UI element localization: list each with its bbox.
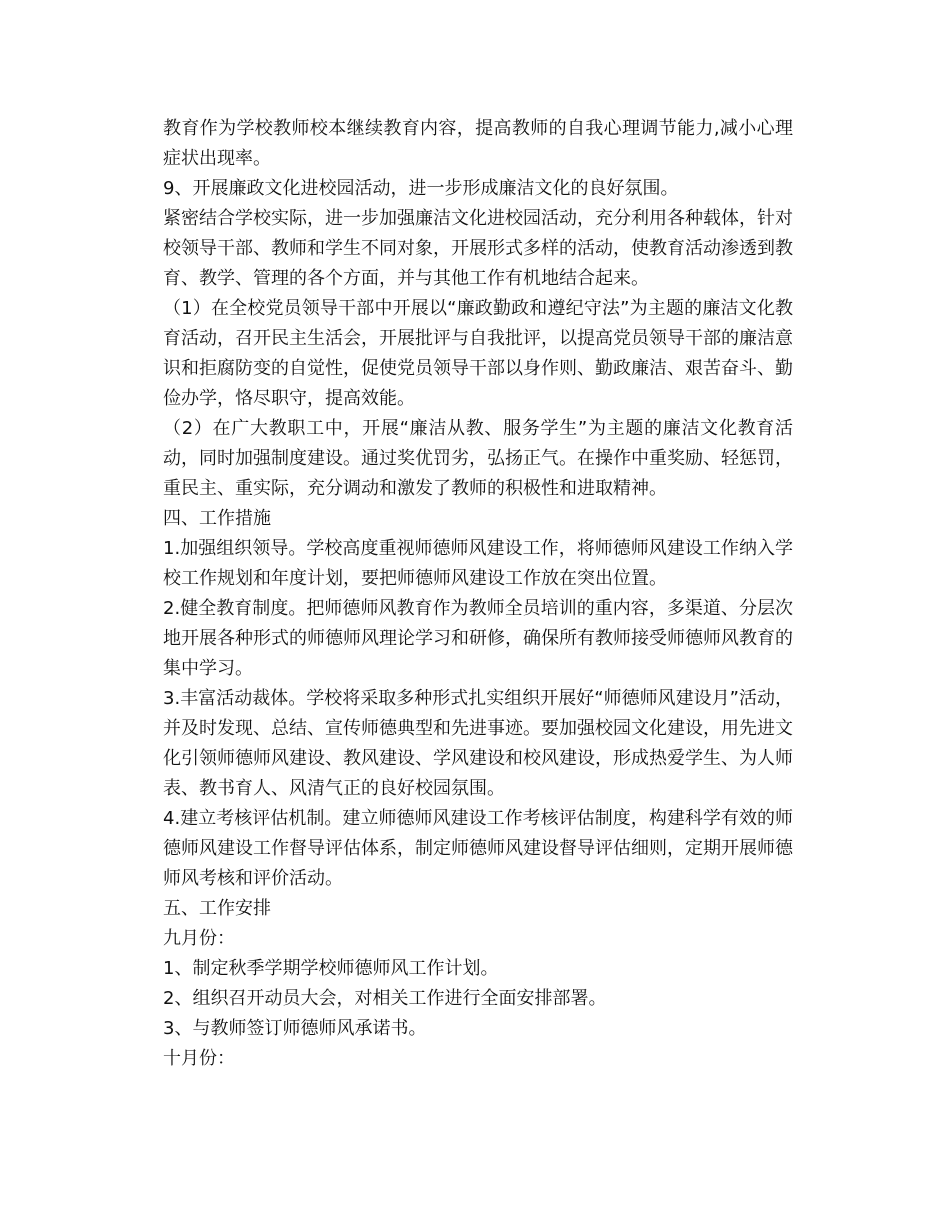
document-body [163, 114, 793, 1074]
month-heading: 九月份： [163, 928, 235, 949]
paragraph: 9、开展廉政文化进校园活动，进一步形成廉洁文化的良好氛围。 [163, 178, 679, 199]
paragraph: 紧密结合学校实际，进一步加强廉洁文化进校园活动，充分利用各种载体，针对校领导干部、教师和学生不同对象，开展形式多样的活动，使教育活动渗透到教育、教学、管理的各个方面，并与其他工作有机地结合起来。 [163, 208, 793, 289]
paragraph: 2.健全教育制度。把师德师风教育作为教师全员培训的重内容，多渠道、分层次地开展各种形式的师德师风理论学习和研修，确保所有教师接受师德师风教育的集中学习。 [163, 598, 793, 679]
list-item: 3、与教师签订师德师风承诺书。 [163, 1018, 427, 1039]
section-heading: 四、工作措施 [163, 508, 271, 529]
month-heading: 十月份： [163, 1048, 235, 1069]
paragraph: （2）在广大教职工中，开展“廉洁从教、服务学生”为主题的廉洁文化教育活动，同时加强制度建设。通过奖优罚劣，弘扬正气。在操作中重奖励、轻惩罚，重民主、重实际，充分调动和激发了教师的积极性和进取精神。 [163, 418, 793, 499]
section-heading: 五、工作安排 [163, 898, 271, 919]
list-item: 2、组织召开动员大会，对相关工作进行全面安排部署。 [163, 988, 607, 1009]
paragraph: 4.建立考核评估机制。建立师德师风建设工作考核评估制度，构建科学有效的师德师风建设工作督导评估体系，制定师德师风建设督导评估细则，定期开展师德师风考核和评价活动。 [163, 808, 793, 889]
paragraph: 3.丰富活动裁体。学校将采取多种形式扎实组织开展好“师德师风建设月”活动，并及时发现、总结、宣传师德典型和先进事迹。要加强校园文化建设，用先进文化引领师德师风建设、教风建设、学风建设和校风建设，形成热爱学生、为人师表、教书育人、风清气正的良好校园氛围。 [163, 688, 793, 799]
paragraph: 1.加强组织领导。学校高度重视师德师风建设工作，将师德师风建设工作纳入学校工作规划和年度计划，要把师德师风建设工作放在突出位置。 [163, 538, 793, 589]
paragraph: 教育作为学校教师校本继续教育内容，提高教师的自我心理调节能力,减小心理症状出现率。 [163, 118, 793, 169]
list-item: 1、制定秋季学期学校师德师风工作计划。 [163, 958, 499, 979]
paragraph: （1）在全校党员领导干部中开展以“廉政勤政和遵纪守法”为主题的廉洁文化教育活动，召开民主生活会，开展批评与自我批评，以提高党员领导干部的廉洁意识和拒腐防变的自觉性，促使党员领导干部以身作则、勤政廉洁、艰苦奋斗、勤俭办学，恪尽职守，提高效能。 [163, 298, 793, 409]
